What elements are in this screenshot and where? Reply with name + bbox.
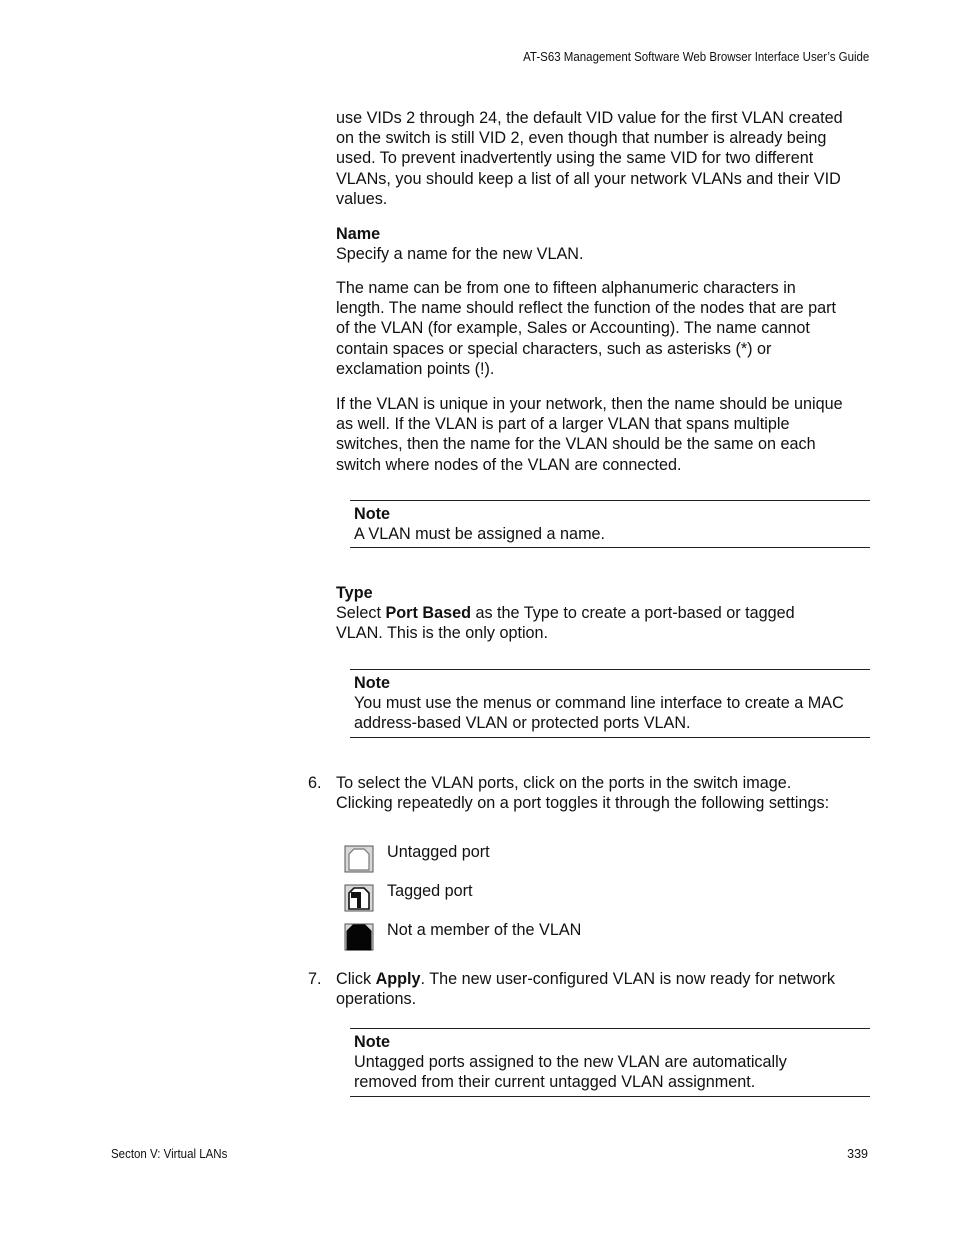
note-text: address-based VLAN or protected ports VLAN. [354, 714, 691, 733]
text-line: use VIDs 2 through 24, the default VID value for the first VLAN created [336, 109, 843, 127]
name-paragraph-2 [336, 394, 871, 475]
note-title: Note [354, 1033, 390, 1051]
note-title: Note [354, 505, 390, 523]
name-section [336, 224, 871, 264]
tagged-port-icon [344, 884, 374, 912]
legend-label: Untagged port [387, 843, 490, 861]
note-text: removed from their current untagged VLAN assignment. [354, 1073, 756, 1092]
name-description: Specify a name for the new VLAN. [336, 245, 584, 263]
text-line: switch where nodes of the VLAN are connected. [336, 455, 682, 474]
note-title: Note [354, 674, 390, 692]
text-line: VLANs, you should keep a list of all your network VLANs and their VID [336, 169, 841, 188]
name-heading: Name [336, 225, 381, 243]
text-line: Clicking repeatedly on a port toggles it through the following settings: [336, 794, 830, 813]
text-line: The name can be from one to fifteen alphanumeric characters in [336, 279, 796, 297]
text-line [336, 969, 871, 989]
apply-button-label: Apply [375, 970, 421, 988]
text-run: Select [336, 604, 386, 622]
text-line: If the VLAN is unique in your network, then the name should be unique [336, 395, 843, 413]
step-number: 7. [308, 970, 322, 988]
step-number: 6. [308, 774, 322, 792]
intro-paragraph [336, 108, 871, 209]
type-section [336, 583, 871, 643]
text-line: VLAN. This is the only option. [336, 624, 549, 643]
note-text: Untagged ports assigned to the new VLAN are automatically [354, 1053, 787, 1071]
name-paragraph-1 [336, 278, 871, 379]
text-run: as the Type to create a port-based or tagged [470, 604, 795, 622]
text-line: operations. [336, 990, 417, 1009]
untagged-port-icon [344, 845, 374, 873]
legend-label: Not a member of the VLAN [387, 921, 582, 939]
text-line: To select the VLAN ports, click on the ports in the switch image. [336, 774, 792, 792]
text-line: on the switch is still VID 2, even though that number is already being [336, 129, 827, 148]
text-line: of the VLAN (for example, Sales or Accounting). The name cannot [336, 319, 810, 338]
text-line: used. To prevent inadvertently using the same VID for two different [336, 149, 814, 168]
note-box [350, 500, 870, 548]
note-box [350, 669, 870, 738]
text-line: exclamation points (!). [336, 359, 495, 378]
text-line: switches, then the name for the VLAN should be the same on each [336, 435, 816, 454]
legend-label: Tagged port [387, 882, 473, 900]
page-number: 339 [847, 1147, 868, 1161]
type-heading: Type [336, 584, 373, 602]
note-box [350, 1028, 870, 1097]
note-text: You must use the menus or command line interface to create a MAC [354, 694, 844, 712]
step-7-text [336, 969, 871, 1009]
footer-section-title: Secton V: Virtual LANs [111, 1147, 228, 1161]
type-description [336, 603, 871, 623]
text-line: as well. If the VLAN is part of a larger VLAN that spans multiple [336, 415, 790, 434]
step-6-text [336, 773, 871, 813]
text-line: values. [336, 189, 388, 208]
text-run: . The new user-configured VLAN is now ready for network [420, 970, 836, 988]
text-run: Click [336, 970, 376, 988]
text-line: length. The name should reflect the function of the nodes that are part [336, 299, 837, 318]
text-line: contain spaces or special characters, such as asterisks (*) or [336, 339, 772, 358]
note-text: A VLAN must be assigned a name. [354, 525, 606, 543]
running-header: AT-S63 Management Software Web Browser Interface User’s Guide [522, 50, 869, 64]
port-based-option-label: Port Based [385, 604, 471, 622]
non-member-port-icon [344, 923, 374, 951]
